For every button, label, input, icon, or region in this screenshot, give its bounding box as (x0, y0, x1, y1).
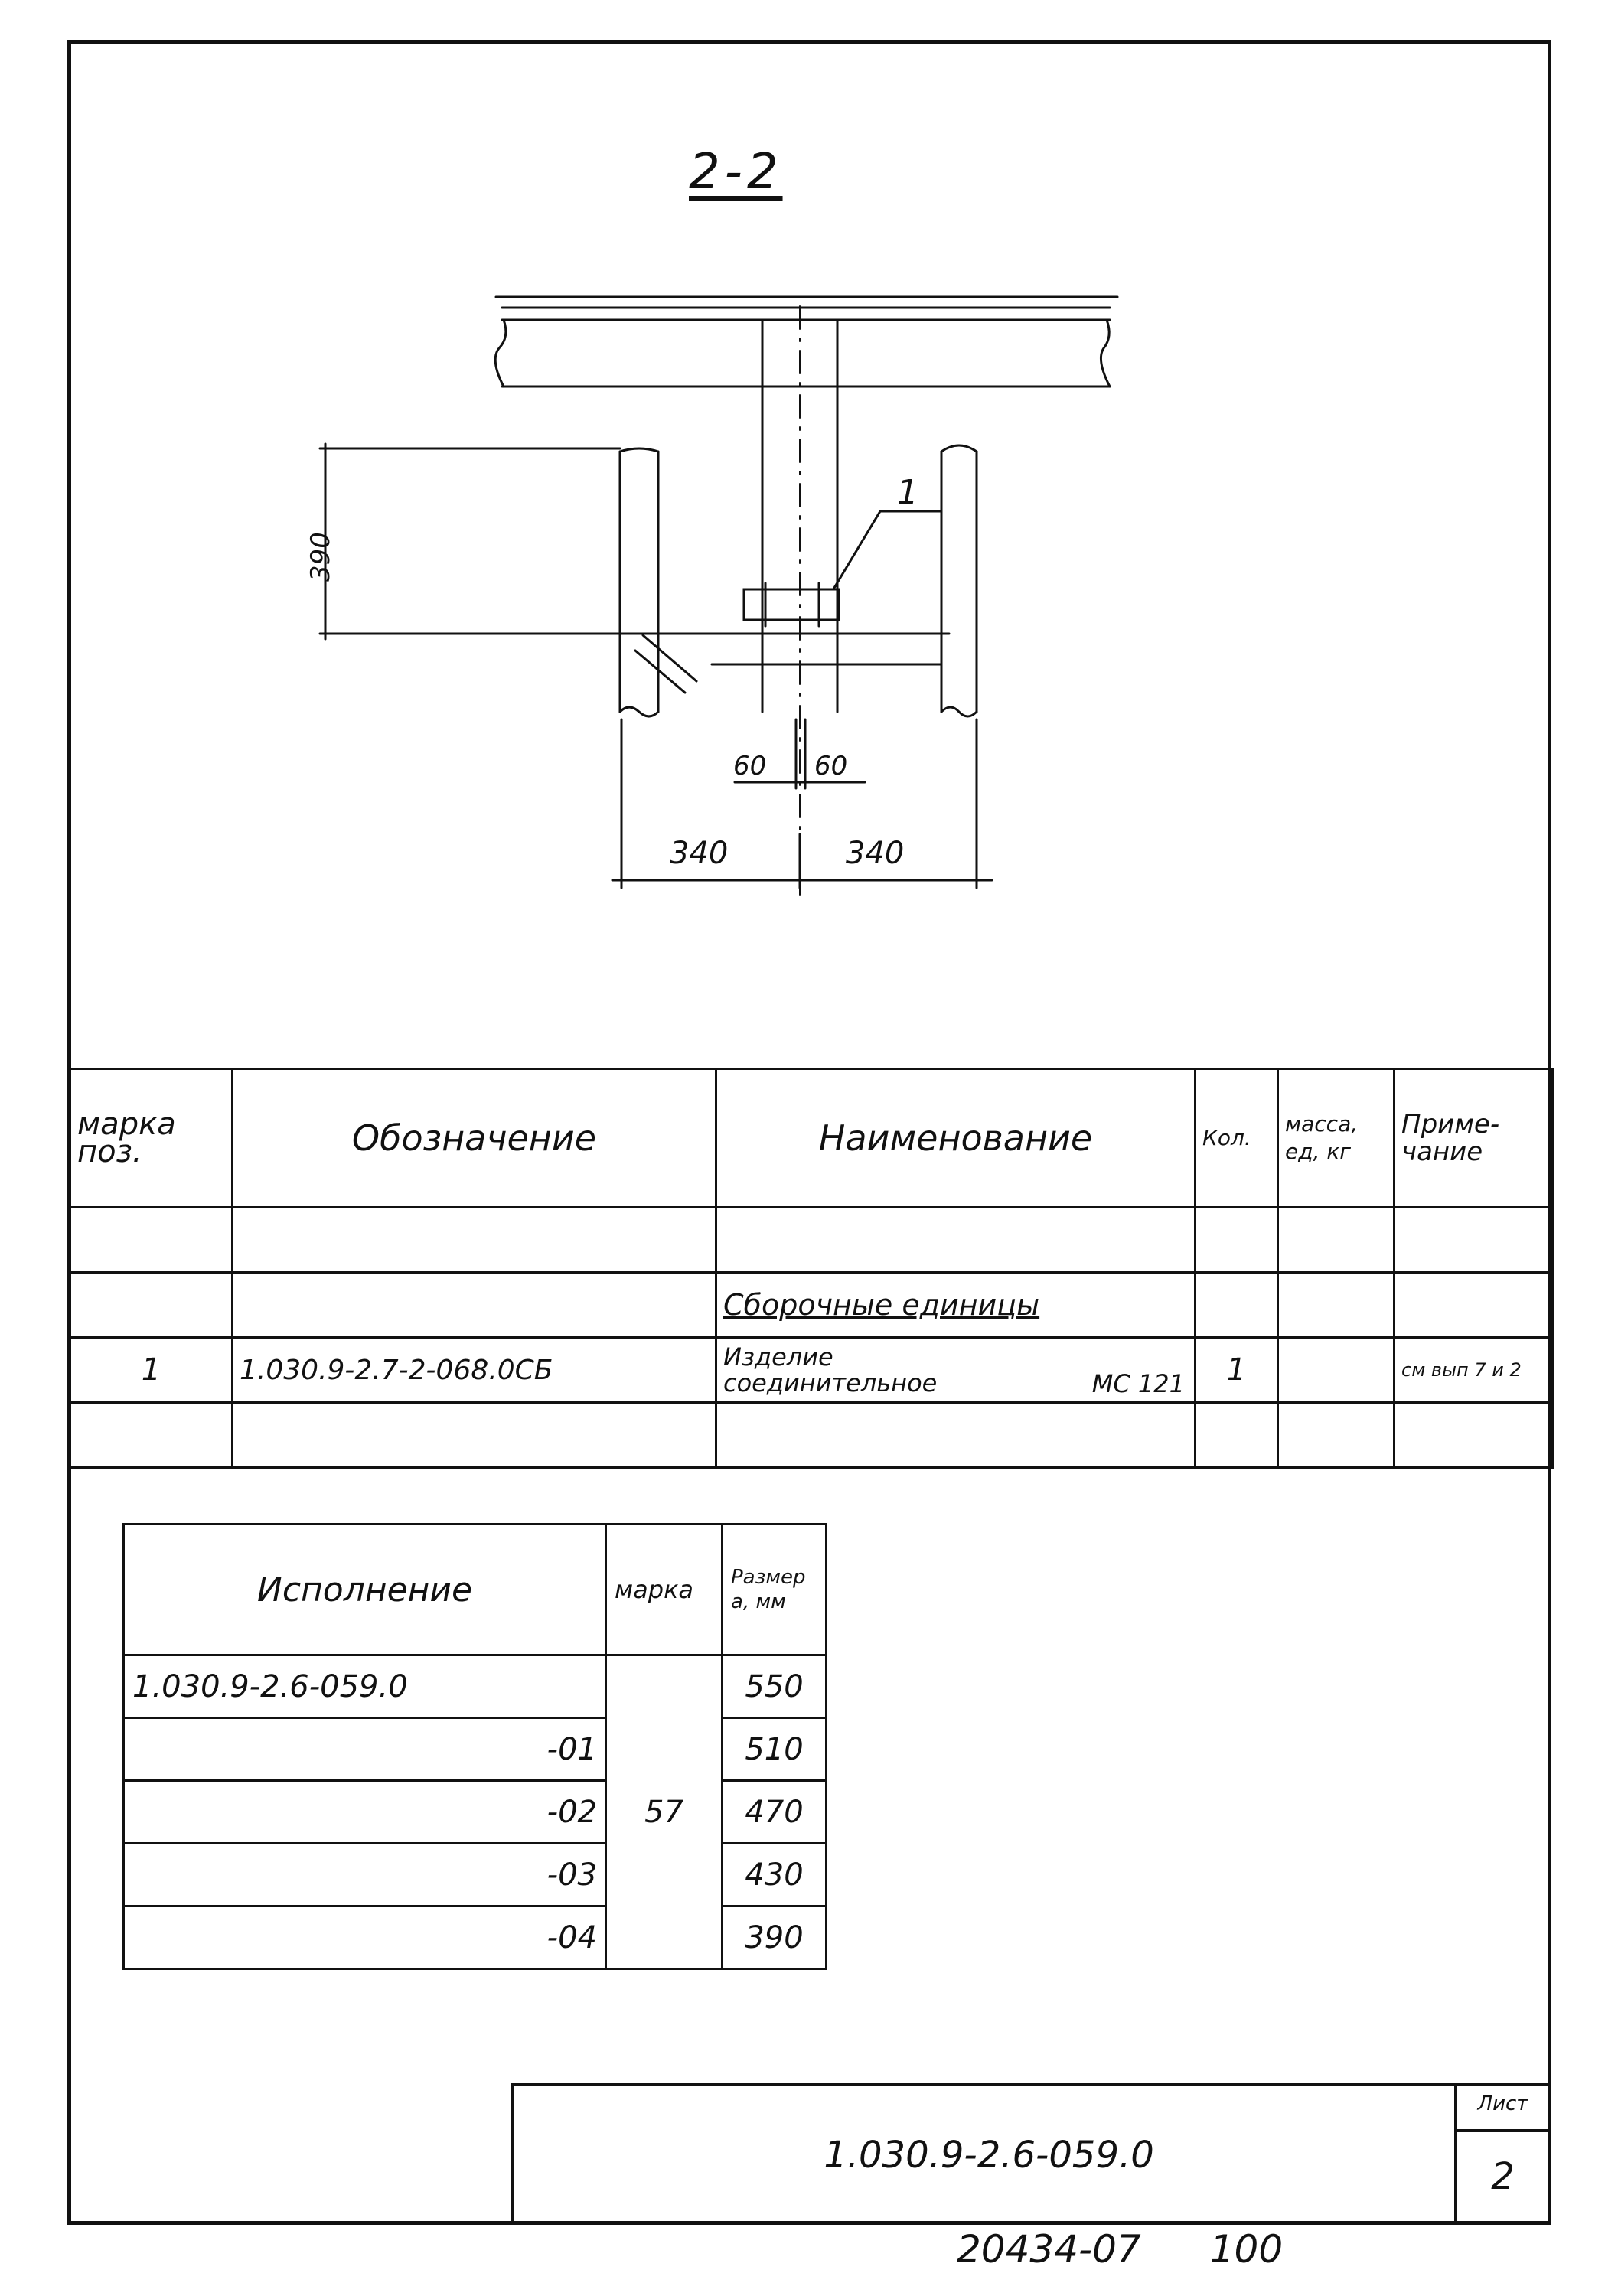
sheet-label: Лист (1477, 2092, 1528, 2115)
left-wall-break (620, 707, 658, 716)
spec-header-name: Наименование (716, 1069, 1196, 1208)
execution-header-mark: марка (606, 1525, 723, 1655)
spec-item-designation: 1.030.9-2.7-2-068.0СБ (233, 1338, 716, 1403)
beam-break-right (1101, 320, 1110, 386)
dim-right-label: 340 (846, 836, 905, 871)
execution-header-execution: Исполнение (124, 1525, 606, 1655)
beam-break-left (495, 320, 506, 386)
spec-header-qty: Кол. (1196, 1069, 1278, 1208)
sheet-divider (1457, 2129, 1548, 2132)
spec-item-note: см вып 7 и 2 (1395, 1338, 1553, 1403)
brace-2 (635, 651, 685, 693)
execution-row-designation: -02 (124, 1781, 606, 1844)
section-title: 2-2 (689, 144, 783, 201)
execution-row (124, 1655, 827, 1718)
execution-row-designation: -04 (124, 1906, 606, 1969)
dim-left-label: 340 (670, 836, 729, 871)
execution-table (122, 1523, 827, 1970)
spec-header-row (70, 1069, 1553, 1208)
spec-item-name-mark: МС 121 (1091, 1369, 1185, 1398)
spec-item-qty: 1 (1196, 1338, 1278, 1403)
archive-page: 100 (1209, 2227, 1284, 2272)
dim-height-label: 390 (305, 532, 336, 582)
spec-empty-row (70, 1403, 1553, 1468)
spec-item-row (70, 1338, 1553, 1403)
spec-item-name (716, 1338, 1196, 1403)
execution-row-size: 470 (723, 1781, 827, 1844)
title-block (511, 2083, 1551, 2225)
execution-mark-value: 57 (606, 1655, 723, 1969)
execution-row-size: 430 (723, 1844, 827, 1906)
specification-table (69, 1068, 1554, 1469)
left-wall-top (620, 448, 658, 452)
execution-row-designation: -01 (124, 1718, 606, 1781)
section-drawing (0, 0, 1618, 1071)
sheet-number: 2 (1491, 2155, 1515, 2198)
sheet-box (1454, 2086, 1548, 2222)
execution-header-row (124, 1525, 827, 1655)
right-wall-break (941, 707, 977, 716)
execution-row-designation: 1.030.9-2.6-059.0 (124, 1655, 606, 1718)
spec-item-mass (1278, 1338, 1395, 1403)
spec-item-name-line1: Изделие (723, 1342, 833, 1371)
callout-number: 1 (897, 473, 918, 512)
brace-1 (643, 635, 696, 681)
spec-item-name-line2: соединительное (723, 1368, 938, 1397)
title-block-code: 1.030.9-2.6-059.0 (824, 2134, 1154, 2177)
spec-header-pos: марка поз. (70, 1069, 233, 1208)
execution-row-size: 390 (723, 1906, 827, 1969)
spec-section-heading: Сборочные единицы (716, 1273, 1196, 1338)
callout-leader (834, 511, 880, 588)
spec-header-note: Приме- чание (1395, 1069, 1553, 1208)
right-wall-top (941, 445, 977, 452)
spec-header-mass: масса, ед, кг (1278, 1069, 1395, 1208)
dim-small-right-label: 60 (814, 751, 848, 781)
archive-stamp (957, 2227, 1352, 2272)
dim-small-left-label: 60 (733, 751, 767, 781)
connection-plate (744, 589, 839, 620)
archive-number: 20434-07 (957, 2227, 1141, 2272)
spec-empty-row (70, 1208, 1553, 1273)
execution-row-designation: -03 (124, 1844, 606, 1906)
execution-row-size: 550 (723, 1655, 827, 1718)
spec-section-row (70, 1273, 1553, 1338)
execution-row-size: 510 (723, 1718, 827, 1781)
execution-header-size: Размер a, мм (723, 1525, 827, 1655)
spec-item-pos: 1 (70, 1338, 233, 1403)
spec-header-designation: Обозначение (233, 1069, 716, 1208)
